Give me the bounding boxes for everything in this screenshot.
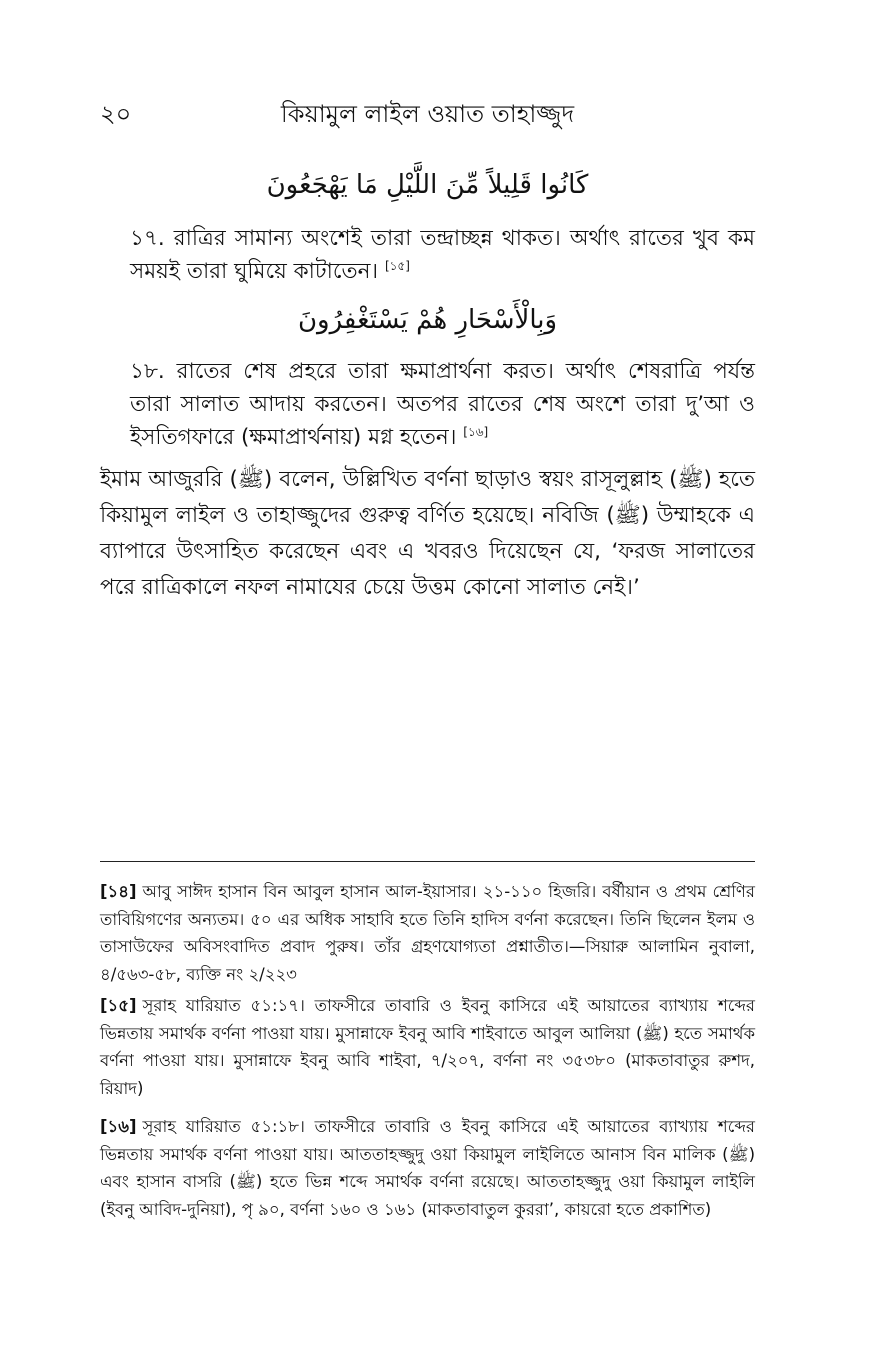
footnote-mark: [১৪] (100, 882, 137, 901)
footnote-text: সূরাহ যারিয়াত ৫১:১৮। তাফসীরে তাবারি ও ইবনু কাসিরে এই আয়াতের ব্যাখ্যায় শব্দের ভিন্নতায় সমার্থক বর্ণনা পাওয়া যায়। আততাহজ্জুদু ওয়া কিয়ামুল লাইলিতে আনাস বিন মালিক (ﷺ) এবং হাসান বাসরি (ﷺ) হতে ভিন্ন শব্দে সমার্থক বর্ণনা রয়েছে। আততাহজ্জুদু ওয়া কিয়ামুল লাইলি (ইবনু আবিদ-দুনিয়া), পৃ ৯০, বর্ণনা ১৬০ ও ১৬১ (মাকতাবাতুল কুররা’, কায়রো হতে প্রকাশিত) (100, 1117, 755, 1219)
page-number: ২০ (100, 100, 132, 128)
footnote-reference: [১৫] (384, 258, 410, 273)
footnote-mark: [১৫] (100, 996, 137, 1015)
footnote-15 (100, 992, 755, 1102)
verse-text: ১৮. রাতের শেষ প্রহরে তারা ক্ষমাপ্রার্থনা করত। অর্থাৎ শেষরাত্রি পর্যন্ত তারা সালাত আদায় করতেন। অতপর রাতের শেষ অংশে তারা দু’আ ও ইসতিগফারে (ক্ষমাপ্রার্থনায়) মগ্ন হতেন। (130, 359, 755, 450)
running-title: কিয়ামুল লাইল ওয়াত তাহাজ্জুদ (280, 100, 575, 128)
footnote-reference: [১৬] (463, 424, 489, 439)
footnote-14 (100, 878, 755, 988)
footnote-divider (100, 861, 755, 862)
footnote-16 (100, 1113, 755, 1223)
arabic-verse-17: كَانُوا قَلِيلاً مِّنَ اللَّيْلِ مَا يَهْجَعُونَ (266, 170, 589, 200)
arabic-verse-18: وَبِالْأَسْحَارِ هُمْ يَسْتَغْفِرُونَ (297, 305, 558, 335)
page-header (100, 96, 755, 136)
verse-translation-18 (130, 355, 755, 454)
footnote-text: সূরাহ যারিয়াত ৫১:১৭। তাফসীরে তাবারি ও ইবনু কাসিরে এই আয়াতের ব্যাখ্যায় শব্দের ভিন্নতায় সমার্থক বর্ণনা পাওয়া যায়। মুসান্নাফে ইবনু আবি শাইবাতে আবুল আলিয়া (ﷺ) হতে সমার্থক বর্ণনা পাওয়া যায়। মুসান্নাফে ইবনু আবি শাইবা, ৭/২০৭, বর্ণনা নং ৩৫৩৮০ (মাকতাবাতুর রুশদ, রিয়াদ) (100, 996, 755, 1098)
footnote-mark: [১৬] (100, 1117, 137, 1136)
body-paragraph: ইমাম আজুররি (ﷺ) বলেন, উল্লিখিত বর্ণনা ছাড়াও স্বয়ং রাসূলুল্লাহ (ﷺ) হতে কিয়ামুল লাইল ও তাহাজ্জুদের গুরুত্ব বর্ণিত হয়েছে। নবিজি (ﷺ) উম্মাহকে এ ব্যাপারে উৎসাহিত করেছেন এবং এ খবরও দিয়েছেন যে, ‘ফরজ সালাতের পরে রাত্রিকালে নফল নামাযের চেয়ে উত্তম কোনো সালাত নেই।’ (100, 467, 755, 600)
verse-text: ১৭. রাত্রির সামান্য অংশেই তারা তন্দ্রাচ্ছন্ন থাকত। অর্থাৎ রাতের খুব কম সময়ই তারা ঘুমিয়ে কাটাতেন। (130, 226, 755, 284)
footnote-text: আবু সাঈদ হাসান বিন আবুল হাসান আল-ইয়াসার। ২১-১১০ হিজরি। বর্ষীয়ান ও প্রথম শ্রেণির তাবিয়িগণের অন্যতম। ৫০ এর অধিক সাহাবি হতে তিনি হাদিস বর্ণনা করেছেন। তিনি ছিলেন ইলম ও তাসাউফের অবিসংবাদিত প্রবাদ পুরুষ। তাঁর গ্রহণযোগ্যতা প্রশ্নাতীত।—সিয়ারু আলামিন নুবালা, ৪/৫৬৩-৫৮, ব্যক্তি নং ২/২২৩ (100, 882, 755, 984)
verse-translation-17 (130, 222, 755, 288)
